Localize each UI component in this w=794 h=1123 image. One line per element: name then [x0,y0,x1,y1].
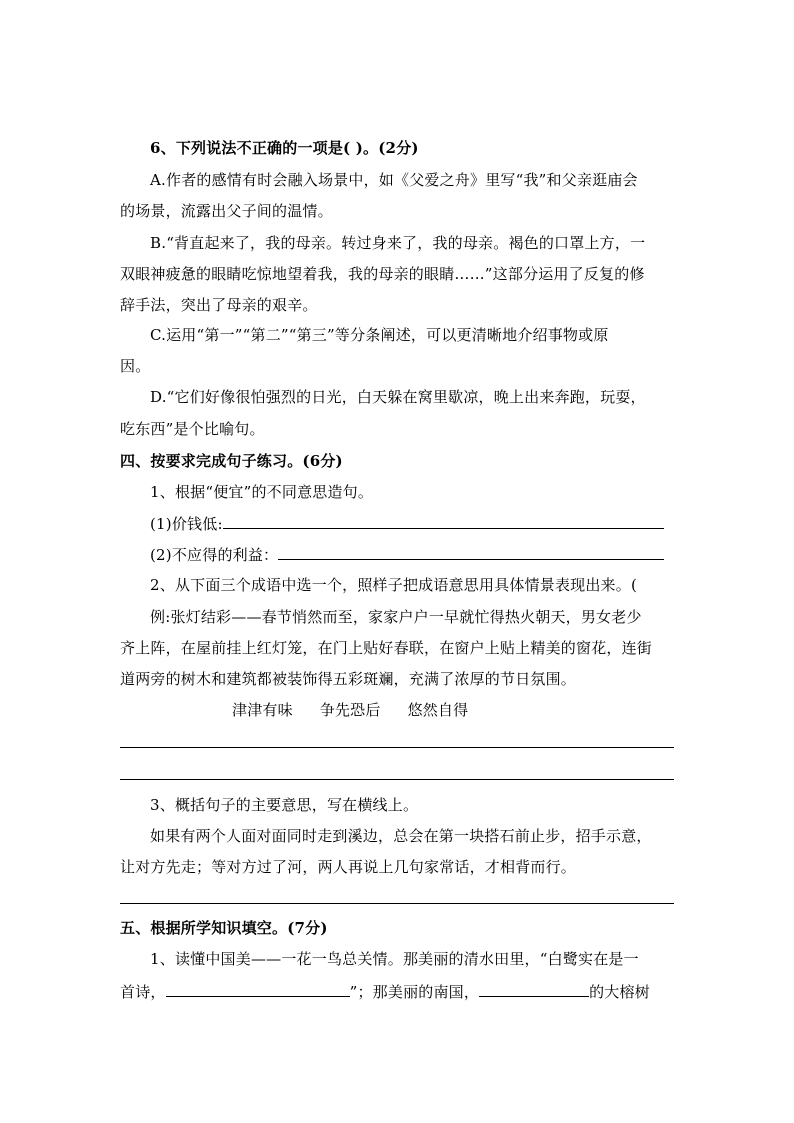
option-b-line-3: 辞手法，突出了母亲的艰辛。 [120,296,318,314]
fill-text-part-2: ”；那美丽的南国， [349,983,480,1001]
idiom-choice-1: 津津有味 [232,701,293,719]
passage-line-1: 如果有两个人面对面同时走到溪边，总会在第一块搭石前止步，招手示意， [150,827,652,845]
option-d-line-1: D.“它们好像很怕强烈的日光，白天躲在窝里歇凉，晚上出来奔跑，玩耍， [150,388,646,406]
fill-text-part-1: 首诗， [120,983,166,1001]
option-b-line-1: B.“背直起来了，我的母亲。转过身来了，我的母亲。褐色的口罩上方，一 [150,234,646,252]
section-4-title: 四、按要求完成句子练习。(6分) [120,452,343,470]
answer-label-price-low: (1)价钱低: [150,515,223,533]
fill-blank-2[interactable] [479,980,589,997]
answer-line-summary[interactable] [120,903,674,904]
section-4-question-2: 2、从下面三个成语中选一个，照样子把成语意思用具体情景表现出来。( [150,576,637,594]
option-c-line-1: C.运用“第一”“第二”“第三”等分条阐述，可以更清晰地介绍事物或原 [150,326,609,344]
section-4-question-3: 3、概括句子的主要意思，写在横线上。 [150,796,419,814]
answer-row-undeserved-benefit [150,543,680,566]
fill-blank-1[interactable] [166,980,350,997]
example-line-3: 道两旁的树木和建筑都被装饰得五彩斑斓，充满了浓厚的节日氛围。 [120,670,577,688]
answer-line-idiom-2[interactable] [120,779,674,780]
example-line-1: 例:张灯结彩——春节悄然而至，家家户户一早就忙得热火朝天，男女老少 [150,608,642,626]
option-a-line-1: A.作者的感情有时会融入场景中，如《父爱之舟》里写“我”和父亲逛庙会 [150,171,638,189]
section-5-question-1-line-1: 1、读懂中国美——一花一鸟总关情。那美丽的清水田里，“白鹭实在是一 [150,950,639,968]
idiom-choice-3: 悠然自得 [407,701,469,719]
option-c-line-2: 因。 [120,357,151,375]
option-d-line-2: 吃东西”是个比喻句。 [120,420,265,438]
section-5-question-1-line-2 [120,980,680,1003]
example-line-2: 齐上阵，在屋前挂上红灯笼，在门上贴好春联，在窗户上贴上精美的窗花，连街 [120,639,653,657]
option-b-line-2: 双眼神疲惫的眼睛吃惊地望着我，我的母亲的眼睛……”这部分运用了反复的修 [120,265,645,283]
answer-blank-undeserved-benefit[interactable] [278,543,664,560]
fill-text-part-3: 的大榕树 [589,983,650,1001]
section-5-title: 五、根据所学知识填空。(7分) [120,919,328,937]
question-6-title: 6、下列说法不正确的一项是( )。(2分) [150,139,419,157]
answer-row-price-low [150,512,680,535]
answer-blank-price-low[interactable] [223,512,664,529]
idiom-choice-2: 争先恐后 [319,701,381,719]
section-4-question-1: 1、根据“便宜”的不同意思造句。 [150,483,374,501]
idiom-choices [232,699,632,721]
answer-line-idiom-1[interactable] [120,747,674,748]
passage-line-2: 让对方先走；等对方过了河，两人再说上几句家常话，才相背而行。 [120,858,577,876]
answer-label-undeserved-benefit: (2)不应得的利益： [150,546,279,564]
option-a-line-2: 的场景，流露出父子间的温情。 [120,202,333,220]
